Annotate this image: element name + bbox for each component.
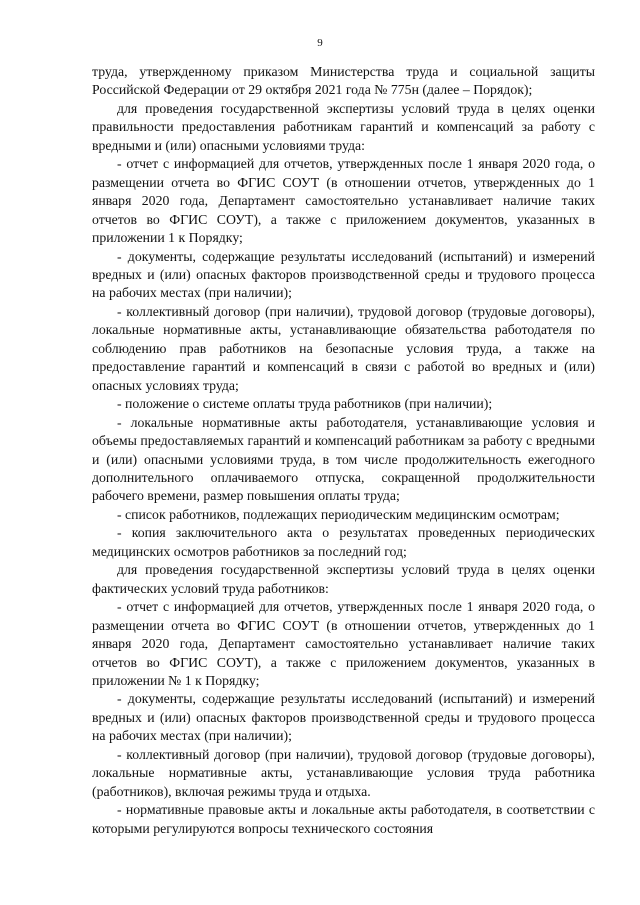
list-item: - документы, содержащие результаты исследований (испытаний) и измерений вредных и (или) опасных факторов производственной среды и трудового процесса на рабочих местах (при наличии); [92, 691, 595, 744]
list-item: - отчет с информацией для отчетов, утвержденных после 1 января 2020 года, о размещении отчета во ФГИС СОУТ (в отношении отчетов, утвержденных до 1 января 2020 года, Департамент самостоятельно устанавливает наличие таких отчетов во ФГИС СОУТ), а также с приложением документов, указанных в приложении 1 к Порядку; [92, 156, 595, 246]
document-body [92, 63, 595, 838]
list-item: - нормативные правовые акты и локальные акты работодателя, в соответствии с которыми регулируются вопросы технического состояния [92, 802, 595, 836]
list-item: - коллективный договор (при наличии), трудовой договор (трудовые договоры), локальные нормативные акты, устанавливающие обязательства работодателя по соблюдению прав работников на безопасные условия труда, а также на предоставление гарантий и компенсаций в связи с работой во вредных и (или) опасных условиях труда; [92, 303, 595, 393]
paragraph: для проведения государственной экспертизы условий труда в целях оценки фактических условий труда работников: [92, 562, 595, 596]
paragraph: труда, утвержденному приказом Министерства труда и социальной защиты Российской Федерации от 29 октября 2021 года № 775н (далее – Порядок); [92, 64, 595, 98]
paragraph: для проведения государственной экспертизы условий труда в целях оценки правильности предоставления работникам гарантий и компенсаций за работу с вредными и (или) опасными условиями труда: [92, 100, 595, 153]
list-item: - положение о системе оплаты труда работников (при наличии); [117, 396, 493, 412]
page-number: 9 [317, 37, 323, 49]
list-item: - список работников, подлежащих периодическим медицинским осмотрам; [117, 506, 560, 522]
list-item: - коллективный договор (при наличии), трудовой договор (трудовые договоры), локальные нормативные акты, устанавливающие условия труда работника (работников), включая режимы труда и отдыха. [92, 746, 595, 799]
list-item: - копия заключительного акта о результатах проведенных периодических медицинских осмотров работников за последний год; [92, 525, 595, 559]
list-item: - отчет с информацией для отчетов, утвержденных после 1 января 2020 года, о размещении отчета во ФГИС СОУТ (в отношении отчетов, утвержденных до 1 января 2020 года, Департамент самостоятельно устанавливает наличие таких отчетов во ФГИС СОУТ), а также с приложением документов, указанных в приложении № 1 к Порядку; [92, 599, 595, 688]
list-item: - локальные нормативные акты работодателя, устанавливающие условия и объемы предоставляемых гарантий и компенсаций работникам за работу с вредными и (или) опасными условиями труда, в том числе продолжительность ежегодного дополнительного оплачиваемого отпуска, сокращенной продолжительности рабочего времени, размер повышения оплаты труда; [92, 414, 595, 504]
list-item: - документы, содержащие результаты исследований (испытаний) и измерений вредных и (или) опасных факторов производственной среды и трудового процесса на рабочих местах (при наличии); [92, 248, 595, 301]
